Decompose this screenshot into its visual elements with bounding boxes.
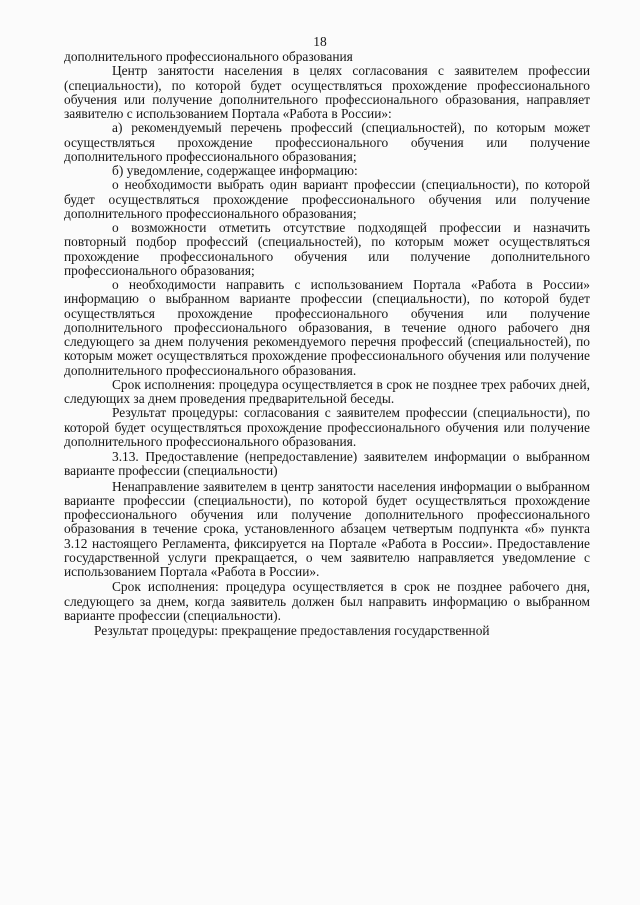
paragraph-item-a: а) рекомендуемый перечень профессий (специальностей), по которым может осуществляться прохождение профессионального обучения или получение дополнительного профессионального образования; (64, 120, 590, 164)
paragraph-deadline-1: Срок исполнения: процедура осуществляется в срок не позднее трех рабочих дней, следующих за днем проведения предварительной беседы. (64, 376, 590, 406)
page-body (64, 50, 590, 638)
paragraph-mark-absence: о возможности отметить отсутствие подходящей профессии и назначить повторный подбор профессий (специальностей), по которым может осуществляться прохождение профессионального обучения или получение дополнительного профессионального образования; (64, 220, 590, 278)
paragraph-deadline-2: Срок исполнения: процедура осуществляется в срок не позднее рабочего дня, следующего за днем, когда заявитель должен был направить информацию о выбранном варианте профессии (специальности). (64, 579, 590, 623)
section-heading-3-13: 3.13. Предоставление (непредоставление) заявителем информации о выбранном варианте профессии (специальности) (64, 449, 590, 479)
paragraph-continuation: дополнительного профессионального образования (64, 49, 353, 64)
paragraph-non-submission: Ненаправление заявителем в центр занятости населения информации о выбранном варианте профессии (специальности), по которой будет осуществляться прохождение профессионального обучения или получение дополнительного профессионального образования в течение срока, установленного абзацем четвертым подпункта «б» пункта 3.12 настоящего Регламента, фиксируется на Портале «Работа в России». Предоставление государственной услуги прекращается, о чем заявителю направляется уведомление с использованием Портала «Работа в России». (64, 478, 590, 579)
paragraph-result-2: Результат процедуры: прекращение предоставления государственной (94, 623, 490, 638)
paragraph-result-1: Результат процедуры: согласования с заявителем профессии (специальности), по которой будет осуществляться прохождение профессионального обучения или получение дополнительного профессионального образования. (64, 405, 590, 449)
paragraph-choose-option: о необходимости выбрать один вариант профессии (специальности), по которой будет осуществляться прохождение профессионального обучения или получение дополнительного профессионального образования; (64, 177, 590, 221)
paragraph-center-directs: Центр занятости населения в целях согласования с заявителем профессии (специальности), по которой будет осуществляться прохождение профессионального обучения или получение дополнительного профессионального образования, направляет заявителю с использованием Портала «Работа в России»: (64, 63, 590, 121)
page-number: 18 (313, 34, 327, 49)
paragraph-item-b: б) уведомление, содержащее информацию: (112, 163, 358, 178)
paragraph-send-info: о необходимости направить с использованием Портала «Работа в России» информацию о выбранном варианте профессии (специальности), по которой будет осуществляться прохождение профессионального обучения или получение дополнительного профессионального образования, в течение одного рабочего дня следующего за днем получения рекомендуемого перечня профессий (специальностей), по которым может осуществляться прохождение профессионального обучения или получение дополнительного профессионального образования. (64, 277, 590, 378)
